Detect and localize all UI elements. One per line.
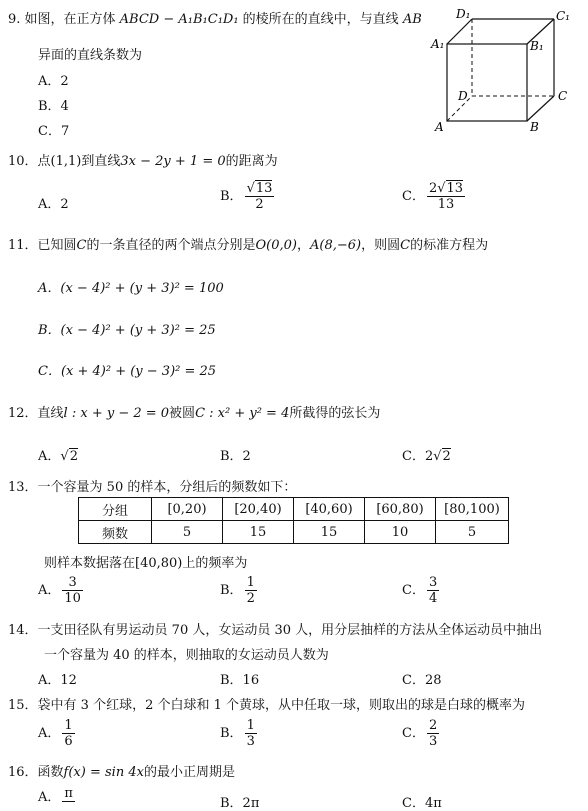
q12-stem (8, 402, 380, 421)
q16-stem (8, 761, 235, 780)
numerator: 1 (246, 718, 255, 733)
q10-option-b-fraction: $\frac{√13}{2}$ (246, 181, 273, 212)
q14-option-b: B．16 (220, 673, 260, 688)
q13-option-b-fraction (245, 575, 257, 606)
label-b1: B₁ (530, 39, 544, 53)
table-cell: 10 (365, 521, 436, 544)
q15-stem: 15．袋中有 3 个红球，2 个白球和 1 个黄球，从中任取一球，则取出的球是白球的概率为 (8, 698, 526, 713)
q12-option-b: B．2 (220, 449, 251, 464)
label-b: B (530, 120, 539, 134)
q13-stem-line2: 则样本数据落在[40,80)上的频率为 (44, 556, 248, 571)
table-row-header: 分组 (79, 498, 152, 521)
q14-stem: 14．一支田径队有男运动员 70 人，女运动员 30 人，用分层抽样的方法从全体运动员中抽出 (8, 623, 543, 638)
q16-function: f(x) = sin 4x (63, 765, 144, 780)
q11-circle: C (76, 238, 87, 253)
q10-option-b-label: B． (220, 189, 243, 204)
q11-stem-d: 的标准方程为 (410, 238, 489, 253)
q15-option-a-label: A． (38, 726, 61, 741)
q9-option-c: C．7 (38, 124, 70, 139)
q9-stem (8, 8, 422, 27)
q16-option-a-fraction (62, 786, 75, 802)
table-cell: [60,80) (365, 498, 436, 521)
q15-option-b-label: B． (220, 726, 243, 741)
q10-option-c-coef: 2 (428, 181, 438, 196)
q10-stem-b: 到直线 (81, 154, 121, 169)
q12-line: l : x + y − 2 = 0 (63, 406, 170, 421)
q9-cube-name: ABCD − A₁B₁C₁D₁ (119, 12, 239, 27)
q11-option-a: A．(x − 4)² + (y + 3)² = 100 (38, 281, 224, 296)
q13-option-c-fraction (427, 575, 439, 606)
q10-option-b (220, 181, 274, 212)
q9-option-a: A．2 (38, 74, 69, 89)
q12-stem-b: 被圆 (169, 406, 196, 421)
q10-option-c-denominator: 13 (437, 197, 455, 212)
table-cell: [0,20) (152, 498, 223, 521)
numerator: 3 (428, 575, 438, 590)
q15-option-c (402, 718, 439, 749)
q11-stem-a: 11．已知圆 (8, 238, 77, 253)
denominator: 6 (64, 734, 73, 749)
q15-option-c-label: C． (402, 726, 425, 741)
frequency-table (78, 497, 509, 544)
q11-point-a: A(8,−6) (310, 238, 362, 253)
q15-option-b (220, 718, 257, 749)
q10-option-b-denominator: 2 (255, 197, 264, 212)
table-cell: 15 (294, 521, 365, 544)
cube-figure (430, 6, 580, 136)
label-a1: A₁ (431, 37, 445, 51)
q9-line-name: AB (402, 12, 422, 27)
q12-option-c-label: C．2 (402, 449, 434, 464)
q13-option-b-label: B． (220, 583, 243, 598)
q11-stem-c: ，则圆 (361, 238, 401, 253)
denominator: 3 (246, 734, 255, 749)
q10-line-eq: 3x − 2y + 1 = 0 (120, 154, 226, 169)
q13-option-c (402, 575, 439, 606)
q14-option-c: C．28 (402, 673, 442, 688)
q10-stem (8, 150, 278, 169)
numerator: 1 (246, 575, 255, 590)
q16-option-a-label: A． (38, 790, 61, 805)
q12-option-a: A．√2 (38, 449, 78, 464)
numerator: 2 (428, 718, 438, 733)
q9-prefix: 9. 如图，在正方体 (8, 12, 120, 27)
q10-option-c-label: C． (402, 189, 425, 204)
q13-option-a (38, 575, 83, 606)
q11-separator: ， (297, 238, 311, 253)
q10-option-b-numerator: 13 (255, 181, 273, 196)
label-c1: C₁ (556, 9, 570, 23)
q13-option-a-label: A． (38, 583, 61, 598)
table-cell: [40,60) (294, 498, 365, 521)
table-cell: [80,100) (436, 498, 509, 521)
q10-option-c (402, 181, 465, 212)
numerator: π (64, 786, 73, 801)
q16-option-b: B．2π (220, 796, 260, 811)
label-d: D (458, 89, 468, 103)
q12-stem-a: 12．直线 (8, 406, 64, 421)
q10-option-c-numerator: 13 (446, 181, 464, 196)
q14-option-a: A．12 (38, 673, 77, 688)
table-cell: 5 (152, 521, 223, 544)
q12-option-a-label: A． (38, 449, 61, 464)
q12-stem-c: 所截得的弦长为 (289, 406, 381, 421)
q13-option-a-fraction (62, 575, 83, 606)
q10-option-a: A．2 (38, 197, 69, 212)
q11-stem (8, 234, 488, 253)
numerator: 1 (64, 718, 73, 733)
table-cell: [20,40) (223, 498, 294, 521)
q12-option-a-value: 2 (69, 449, 78, 464)
q10-stem-c: 的距离为 (225, 154, 278, 169)
q9-option-b: B．4 (38, 99, 69, 114)
table-cell: 5 (436, 521, 509, 544)
numerator: 3 (62, 575, 83, 591)
denominator: 2 (246, 591, 255, 606)
q11-stem-b: 的一条直径的两个端点分别是 (86, 238, 256, 253)
q10-point: (1,1) (50, 154, 82, 169)
q12-option-c-value: 2 (442, 449, 451, 464)
q16-option-c: C．4π (402, 796, 442, 811)
q13-stem: 13．一个容量为 50 的样本，分组后的频数如下： (8, 480, 297, 495)
q15-option-a-fraction (62, 718, 74, 749)
table-cell: 15 (223, 521, 294, 544)
denominator: 10 (64, 591, 81, 606)
q16-option-a (38, 786, 75, 805)
denominator: 4 (428, 591, 438, 606)
q9-suffix: 的棱所在的直线中，与直线 (238, 12, 403, 27)
table-row (79, 498, 509, 521)
table-row (79, 521, 509, 544)
q11-point-o: O(0,0) (255, 238, 297, 253)
q13-option-c-label: C． (402, 583, 425, 598)
table-row-header: 频数 (79, 521, 152, 544)
q14-stem-line2: 一个容量为 40 的样本，则抽取的女运动员人数为 (44, 648, 329, 663)
q13-option-b (220, 575, 257, 606)
q10-option-c-fraction: $\frac{2√13}{13}$ (428, 181, 464, 212)
q16-stem-a: 16．函数 (8, 765, 64, 780)
q12-circle: C : x² + y² = 4 (195, 406, 290, 421)
q15-option-b-fraction (245, 718, 257, 749)
q16-stem-b: 的最小正周期是 (143, 765, 235, 780)
q12-option-c: C．2√2 (402, 449, 451, 464)
label-a: A (435, 120, 444, 134)
q9-stem-line2: 异面的直线条数为 (38, 48, 143, 63)
q15-option-a (38, 718, 75, 749)
label-c: C (558, 89, 568, 103)
label-d1: D₁ (456, 7, 471, 21)
q11-option-c: C．(x + 4)² + (y − 3)² = 25 (38, 364, 217, 379)
q11-circle-2: C (400, 238, 411, 253)
q10-stem-a: 10．点 (8, 154, 51, 169)
denominator: 3 (428, 734, 438, 749)
q15-option-c-fraction (427, 718, 439, 749)
q11-option-b: B．(x − 4)² + (y + 3)² = 25 (38, 323, 216, 338)
